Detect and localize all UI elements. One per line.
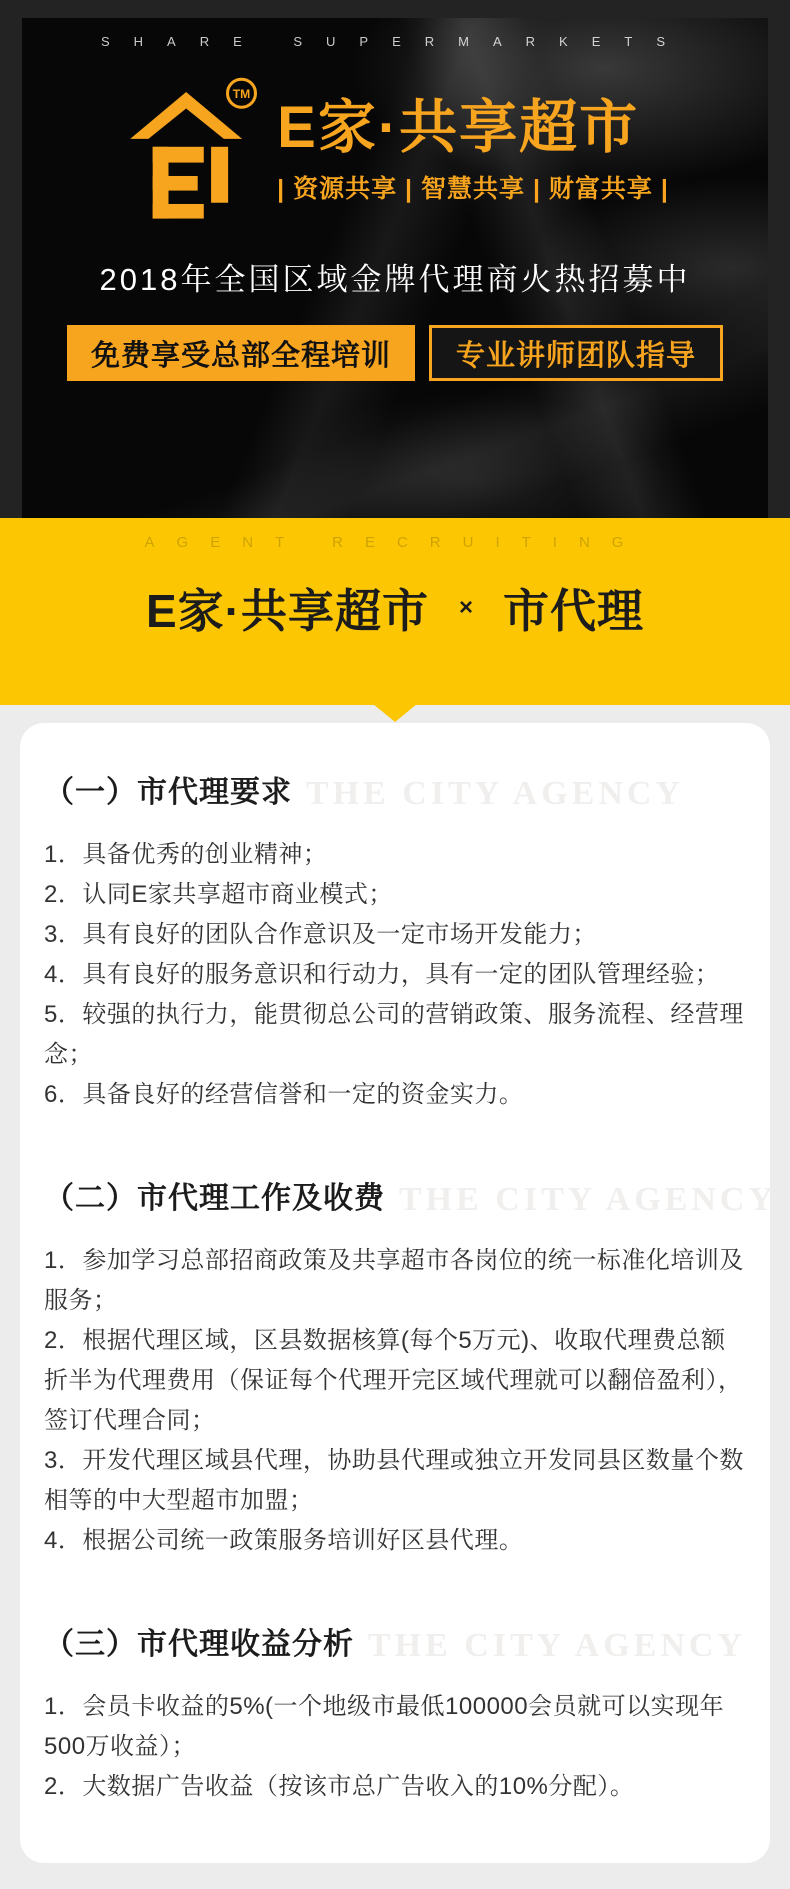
band-title-brand: E家·共享超市: [145, 585, 429, 637]
house-e-logo-icon: [121, 75, 261, 226]
list-item: 2．根据代理区域，区县数据核算(每个5万元)、收取代理费总额折半为代理费用（保证每个代理开完区域代理就可以翻倍盈利），签订代理合同；: [44, 1327, 743, 1434]
band-title-row: [0, 575, 790, 641]
section-requirements: [44, 767, 746, 1115]
tm-mark: TM: [232, 87, 251, 102]
list-item: 1．参加学习总部招商政策及共享超市各岗位的统一标准化培训及服务；: [44, 1247, 744, 1314]
section-heading-text: （一）市代理要求: [44, 776, 292, 809]
down-arrow-pointer: [373, 704, 417, 722]
hero-button-row: [22, 325, 768, 381]
lecturer-button[interactable]: 专业讲师团队指导: [429, 325, 723, 381]
hero-banner: [0, 0, 790, 518]
times-symbol: ×: [458, 594, 473, 621]
list-item: 1．具备优秀的创业精神；: [44, 841, 328, 868]
band-watermark: AGENT RECRUITING: [144, 534, 646, 551]
list-item: 5．较强的执行力，能贯彻总公司的营销政策、服务流程、经营理念；: [44, 1001, 744, 1068]
band-title-agency: 市代理: [503, 585, 644, 637]
silk-background: [22, 18, 768, 518]
list-item: 1．会员卡收益的5%(一个地级市最低100000会员就可以实现年500万收益）；: [44, 1693, 725, 1760]
section-revenue: [44, 1619, 746, 1807]
section-heading-text: （二）市代理工作及收费: [44, 1182, 385, 1215]
list-item: 6．具备良好的经营信誉和一定的资金实力。: [44, 1081, 524, 1108]
list-item: 2．大数据广告收益（按该市总广告收入的10%分配）。: [44, 1773, 635, 1800]
section-heading: [44, 1173, 778, 1219]
section-heading: [44, 767, 746, 813]
section-work-fees: [44, 1173, 778, 1561]
recruiting-headline: 2018年全国区域金牌代理商火热招募中: [99, 262, 691, 297]
brand-title: E家·共享超市: [277, 94, 640, 160]
info-card: [20, 723, 778, 1863]
yellow-band: [0, 518, 790, 705]
hero-top-tagline: SHARE SUPERMARKETS: [100, 34, 690, 49]
section-watermark: THE CITY AGENCY: [399, 1181, 778, 1218]
list-item: 3．具有良好的团队合作意识及一定市场开发能力；: [44, 921, 597, 948]
section-watermark: THE CITY AGENCY: [306, 775, 685, 812]
brand-logo-row: [22, 75, 768, 226]
section-heading-text: （三）市代理收益分析: [44, 1628, 354, 1661]
list-item: 4．根据公司统一政策服务培训好区县代理。: [44, 1527, 524, 1554]
brand-tagline: | 资源共享 | 智慧共享 | 财富共享 |: [277, 175, 669, 204]
list-item: 4．具有良好的服务意识和行动力，具有一定的团队管理经验；: [44, 961, 720, 988]
list-item: 3．开发代理区域县代理，协助县代理或独立开发同县区数量个数相等的中大型超市加盟；: [44, 1447, 744, 1514]
content-area: [0, 705, 790, 1889]
training-button[interactable]: 免费享受总部全程培训: [67, 325, 415, 381]
section-watermark: THE CITY AGENCY: [368, 1627, 747, 1664]
list-item: 2．认同E家共享超市商业模式；: [44, 881, 393, 908]
brand-text-block: [277, 96, 669, 206]
section-heading: [44, 1619, 746, 1665]
